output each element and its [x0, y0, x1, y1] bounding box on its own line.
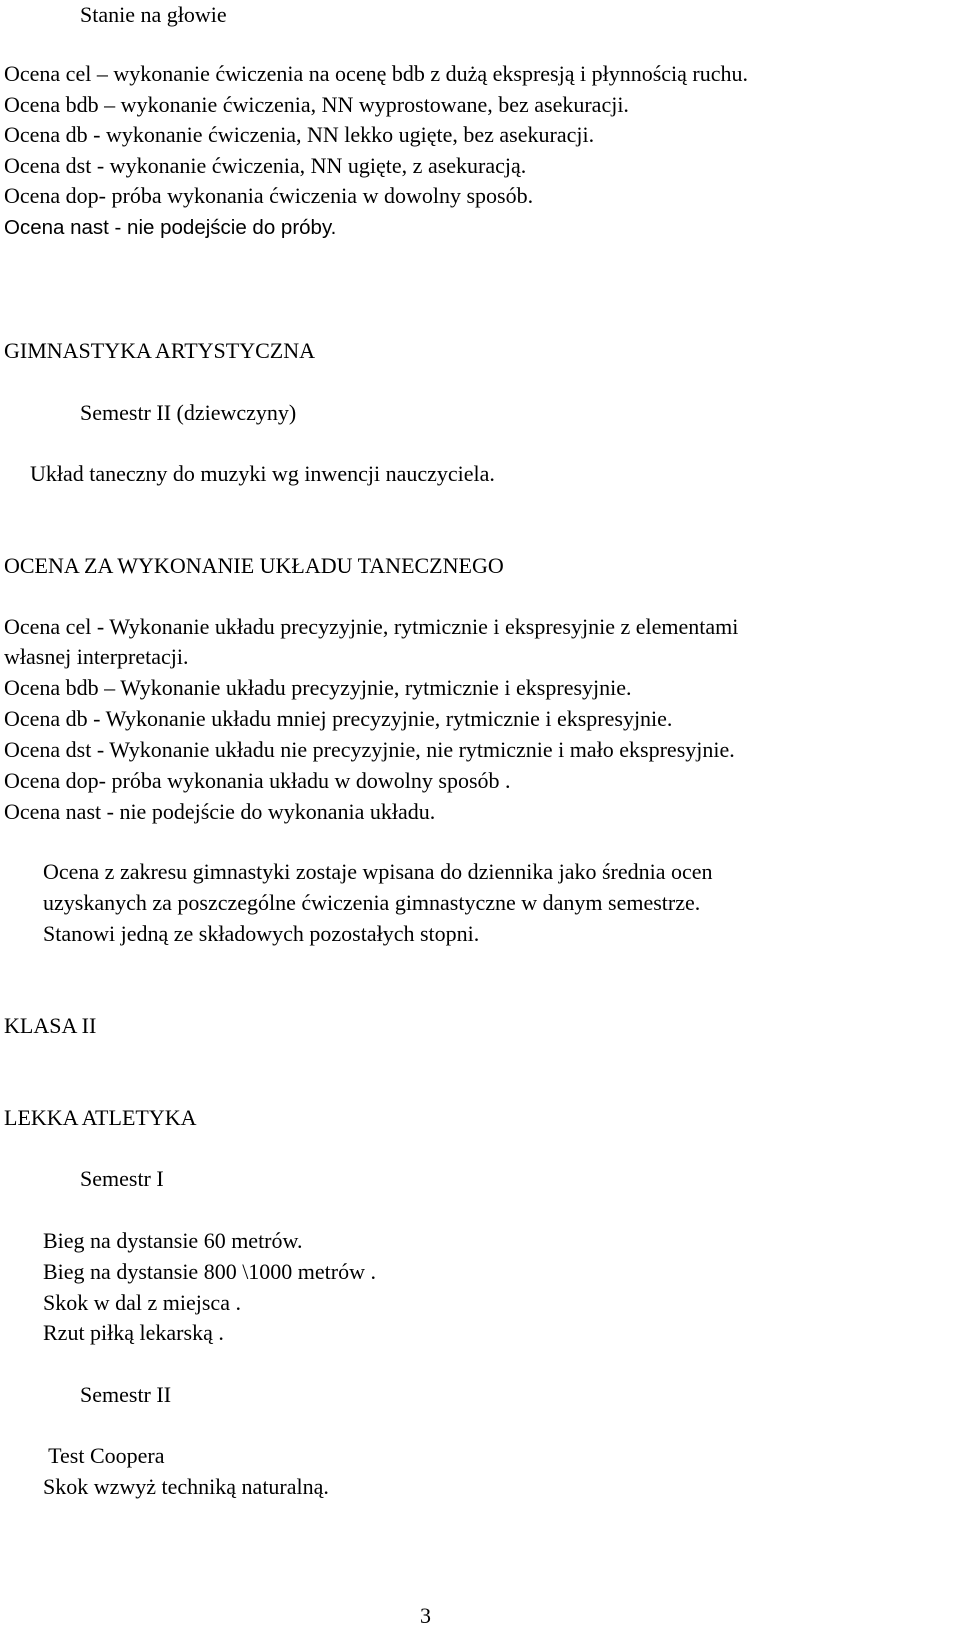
section-title-gimnastyka: GIMNASTYKA ARTYSTYCZNA — [4, 338, 315, 363]
task-description: Układ taneczny do muzyki wg inwencji nauczyciela. — [30, 461, 495, 486]
uklad-criterion: Ocena bdb – Wykonanie układu precyzyjnie, rytmicznie i ekspresyjnie. — [4, 675, 632, 700]
stanie-criterion: Ocena db - wykonanie ćwiczenia, NN lekko ugięte, bez asekuracji. — [4, 122, 595, 147]
stanie-criterion: Ocena dop- próba wykonania ćwiczenia w dowolny sposób. — [4, 183, 534, 208]
class-heading: KLASA II — [4, 1013, 97, 1038]
summary-line: uzyskanych za poszczególne ćwiczenia gimnastyczne w danym semestrze. — [43, 890, 701, 915]
stanie-criterion: Ocena dst - wykonanie ćwiczenia, NN ugięte, z asekuracją. — [4, 153, 527, 178]
uklad-criterion: własnej interpretacji. — [4, 644, 189, 669]
stanie-criterion: Ocena cel – wykonanie ćwiczenia na ocenę bdb z dużą ekspresją i płynnością ruchu. — [4, 61, 749, 86]
uklad-criterion: Ocena cel - Wykonanie układu precyzyjnie, rytmicznie i ekspresyjnie z elementami — [4, 614, 739, 639]
summary-line: Stanowi jedną ze składowych pozostałych stopni. — [43, 921, 480, 946]
semester-label: Semestr II (dziewczyny) — [80, 400, 297, 425]
semester-label: Semestr II — [80, 1382, 172, 1407]
uklad-criterion: Ocena nast - nie podejście do wykonania układu. — [4, 799, 436, 824]
stanie-criterion: Ocena bdb – wykonanie ćwiczenia, NN wyprostowane, bez asekuracji. — [4, 92, 629, 117]
stanie-heading: Stanie na głowie — [80, 2, 227, 27]
page-number: 3 — [420, 1603, 431, 1628]
semester-label: Semestr I — [80, 1166, 164, 1191]
stanie-criterion: Ocena nast - nie podejście do próby. — [4, 216, 337, 239]
exercise-item: Skok wzwyż techniką naturalną. — [43, 1474, 329, 1499]
section-title-ocena: OCENA ZA WYKONANIE UKŁADU TANECZNEGO — [4, 553, 504, 578]
exercise-item: Bieg na dystansie 800 \1000 metrów . — [43, 1259, 377, 1284]
uklad-criterion: Ocena dop- próba wykonania układu w dowolny sposób . — [4, 768, 511, 793]
uklad-criterion: Ocena dst - Wykonanie układu nie precyzyjnie, nie rytmicznie i mało ekspresyjnie. — [4, 737, 735, 762]
exercise-item: Test Coopera — [43, 1443, 165, 1468]
section-title-lekka: LEKKA ATLETYKA — [4, 1105, 197, 1130]
exercise-item: Skok w dal z miejsca . — [43, 1290, 241, 1315]
uklad-criterion: Ocena db - Wykonanie układu mniej precyzyjnie, rytmicznie i ekspresyjnie. — [4, 706, 673, 731]
summary-line: Ocena z zakresu gimnastyki zostaje wpisana do dziennika jako średnia ocen — [43, 859, 713, 884]
exercise-item: Bieg na dystansie 60 metrów. — [43, 1228, 303, 1253]
exercise-item: Rzut piłką lekarską . — [43, 1320, 224, 1345]
